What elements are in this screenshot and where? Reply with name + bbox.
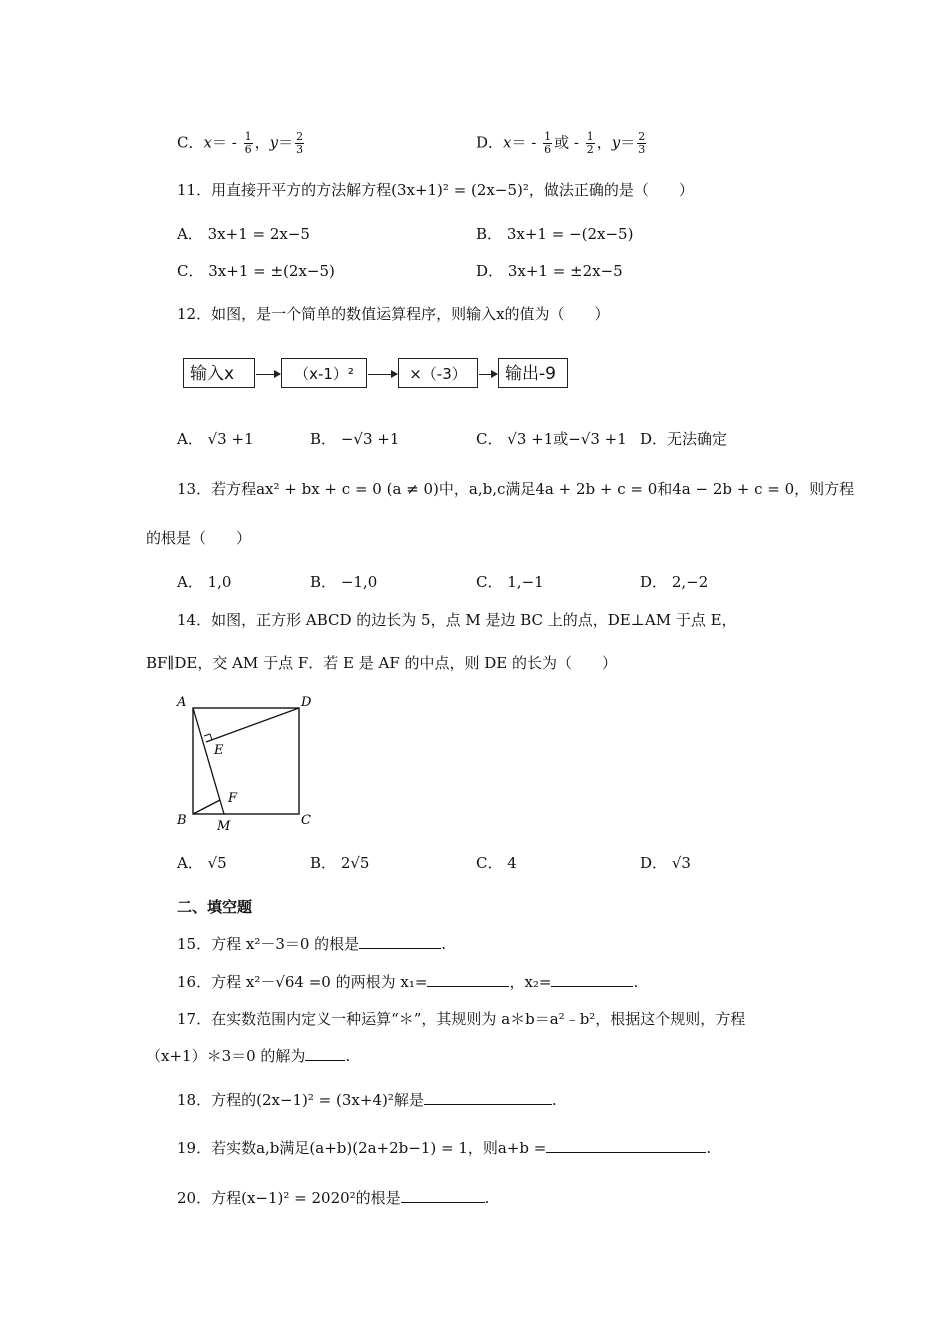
flow-box-input: 输入x xyxy=(183,358,255,388)
q11-stem: 11．用直接开平方的方法解方程(3x+1)² = (2x−5)²，做法正确的是（ ） xyxy=(177,181,694,199)
q10-option-d: D．x＝ - $\frac{1}{6}$ 或 - $\frac{1}{2}$ ，y＝ $\frac{2}{3}$ xyxy=(476,130,646,156)
flow-arrow xyxy=(256,374,280,375)
fraction: $\frac{1}{6}$ xyxy=(544,130,552,156)
answer-blank[interactable] xyxy=(359,934,441,949)
q16: 16．方程 x²－√64 =0 的两根为 x₁= ，x₂= . xyxy=(177,973,639,991)
label-f: F xyxy=(228,791,238,806)
fraction: $\frac{1}{2}$ xyxy=(586,130,594,156)
square-figure xyxy=(170,690,320,835)
answer-blank[interactable] xyxy=(305,1046,345,1061)
answer-blank[interactable] xyxy=(424,1090,552,1105)
q12-option-b: B． −√3 +1 xyxy=(310,430,400,448)
q12-option-a: A． √3 +1 xyxy=(177,430,254,448)
q11-option-d: D． 3x+1 = ±2x−5 xyxy=(476,262,623,280)
q15: 15．方程 x²－3＝0 的根是 . xyxy=(177,935,446,953)
q12-stem: 12．如图，是一个简单的数值运算程序，则输入x的值为（ ） xyxy=(177,305,610,323)
q11-option-c: C． 3x+1 = ±(2x−5) xyxy=(177,262,335,280)
answer-blank[interactable] xyxy=(546,1138,706,1153)
q19: 19．若实数a,b满足(a+b)(2a+2b−1) = 1，则a+b = . xyxy=(177,1139,712,1157)
q17-continued: （x+1）＊3＝0 的解为 . xyxy=(146,1047,351,1065)
answer-blank[interactable] xyxy=(401,1188,485,1203)
q17: 17．在实数范围内定义一种运算“＊”，其规则为 a＊b＝a²﹣b²，根据这个规则，方程 xyxy=(177,1010,746,1028)
q14-option-b: B． 2√5 xyxy=(310,854,370,872)
q13-option-b: B． −1,0 xyxy=(310,573,378,591)
q13-stem-continued: 的根是（ ） xyxy=(146,529,252,547)
q20: 20．方程(x−1)² = 2020²的根是 . xyxy=(177,1189,490,1207)
label-b: B xyxy=(177,813,187,828)
q14-option-d: D． √3 xyxy=(640,854,691,872)
q13-stem: 13．若方程ax² + bx + c = 0 (a ≠ 0)中，a,b,c满足4a + 2b + c = 0和4a − 2b + c = 0，则方程 xyxy=(177,480,855,498)
q14-stem-continued: BF∥DE，交 AM 于点 F．若 E 是 AF 的中点，则 DE 的长为（ ） xyxy=(146,654,618,672)
right-angle-mark xyxy=(204,734,212,740)
fraction: $\frac{2}{3}$ xyxy=(638,130,646,156)
q14-stem: 14．如图，正方形 ABCD 的边长为 5，点 M 是边 BC 上的点，DE⊥AM 于点 E， xyxy=(177,611,737,629)
answer-blank[interactable] xyxy=(427,972,509,987)
section-title: 二、填空题 xyxy=(177,898,253,916)
flow-arrow xyxy=(479,374,497,375)
q11-option-a: A． 3x+1 = 2x−5 xyxy=(177,225,310,243)
flow-box-output: 输出-9 xyxy=(498,358,568,388)
q12-option-d: D．无法确定 xyxy=(640,430,728,448)
fraction: $\frac{2}{3}$ xyxy=(296,130,304,156)
label-m: M xyxy=(217,819,231,834)
q14-option-a: A． √5 xyxy=(177,854,227,872)
q13-option-d: D． 2,−2 xyxy=(640,573,709,591)
segment-am xyxy=(193,708,224,814)
label-c: C xyxy=(301,813,311,828)
segment-bf xyxy=(193,800,220,814)
answer-blank[interactable] xyxy=(551,972,633,987)
segment-de xyxy=(206,708,299,742)
flow-box-square: （x-1）² xyxy=(281,358,367,388)
fraction: $\frac{1}{6}$ xyxy=(244,130,252,156)
q13-option-a: A． 1,0 xyxy=(177,573,232,591)
q12-option-c: C． √3 +1或−√3 +1 xyxy=(476,430,627,448)
flow-arrow xyxy=(368,374,397,375)
q11-option-b: B． 3x+1 = −(2x−5) xyxy=(476,225,634,243)
q18: 18．方程的(2x−1)² = (3x+4)²解是 . xyxy=(177,1091,557,1109)
q13-option-c: C． 1,−1 xyxy=(476,573,544,591)
label-a: A xyxy=(177,695,187,710)
q14-option-c: C． 4 xyxy=(476,854,517,872)
q10-option-c: C．x＝ - $\frac{1}{6}$ ，y＝ $\frac{2}{3}$ xyxy=(177,130,304,156)
flow-box-multiply: ×（-3） xyxy=(398,358,478,388)
label-d: D xyxy=(301,695,312,710)
label-e: E xyxy=(214,743,224,758)
